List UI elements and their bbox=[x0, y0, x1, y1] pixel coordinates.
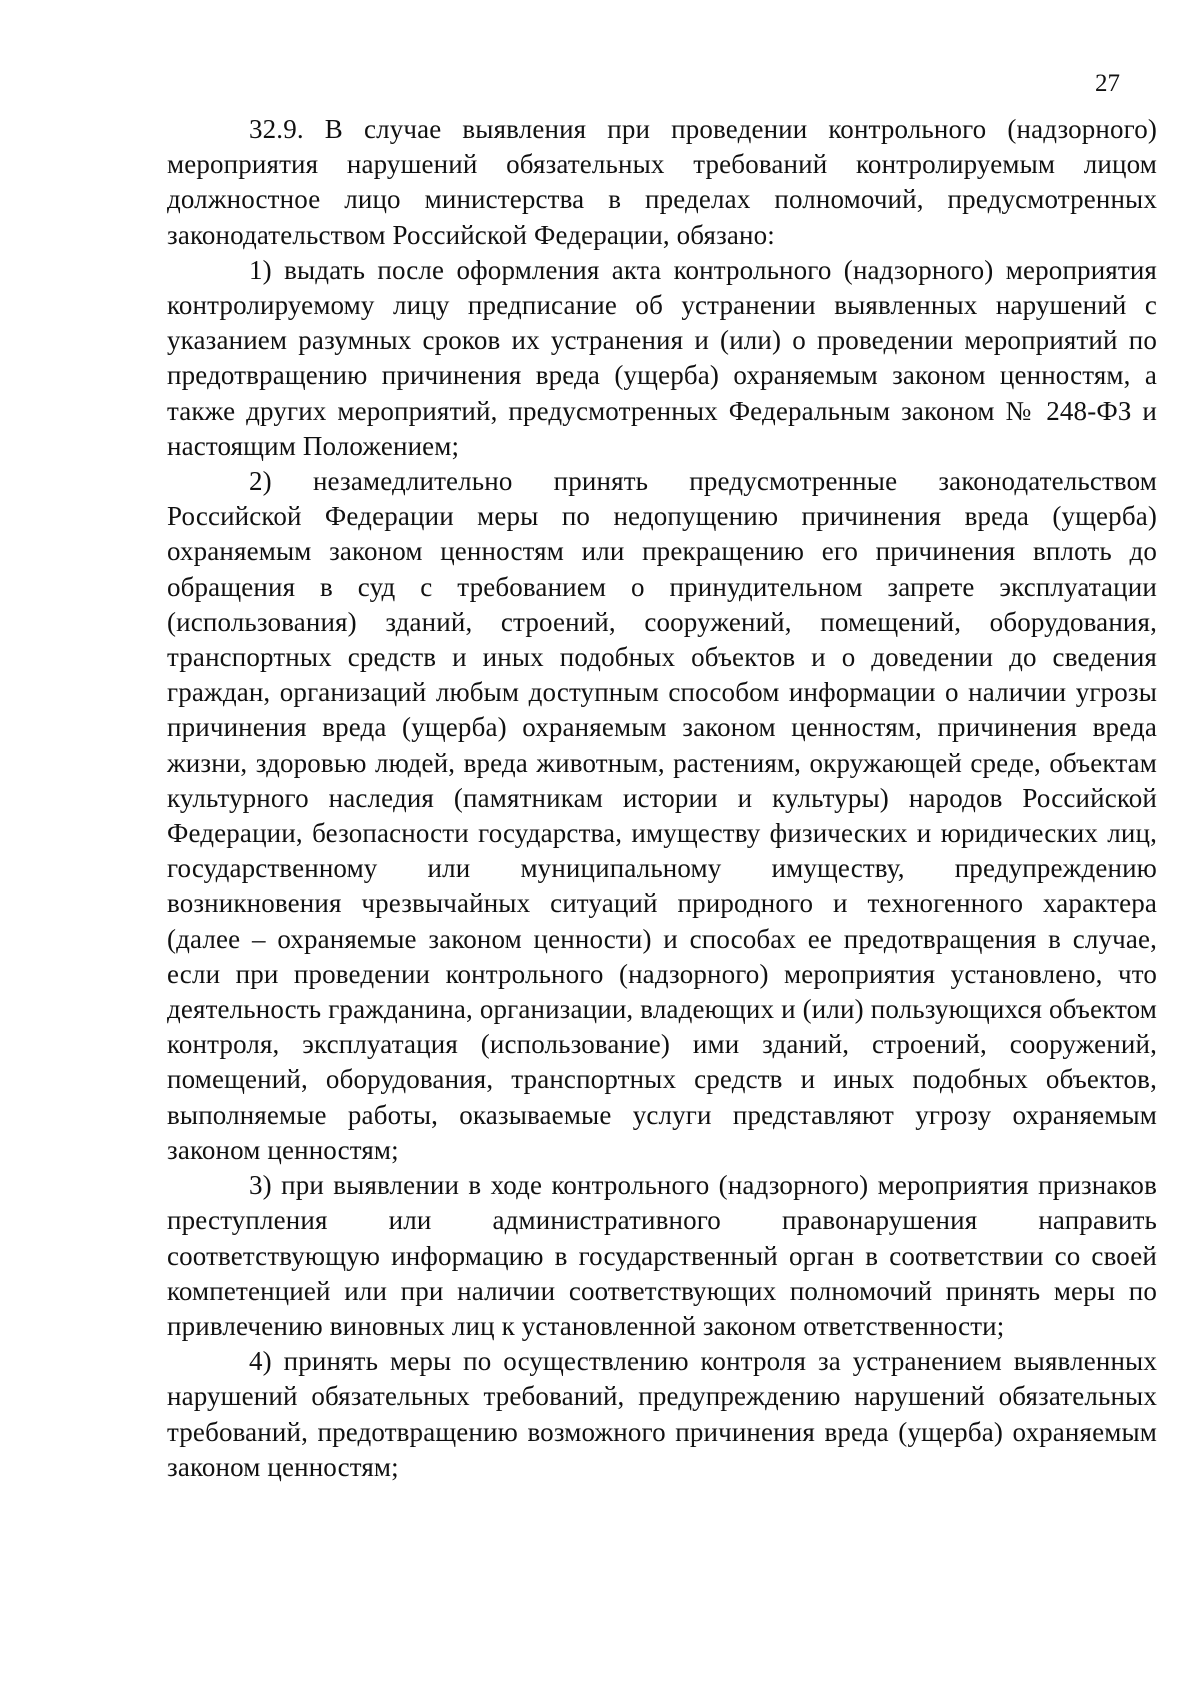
clause-item-2: 2) незамедлительно принять предусмотренные законодательством Российской Федерации меры по недопущению причинения вреда (ущерба) охраняемым законом ценностям или прекращению его причинения вплоть до обращения в суд с требованием о принудительном запрете эксплуатации (использования) зданий, строений, сооружений, помещений, оборудования, транспортных средств и иных подобных объектов и о доведении до сведения граждан, организаций любым доступным способом информации о наличии угрозы причинения вреда (ущерба) охраняемым законом ценностям, причинения вреда жизни, здоровью людей, вреда животным, растениям, окружающей среде, объектам культурного наследия (памятникам истории и культуры) народов Российской Федерации, безопасности государства, имуществу физических и юридических лиц, государственному или муниципальному имуществу, предупреждению возникновения чрезвычайных ситуаций природного и техногенного характера (далее – охраняемые законом ценности) и способах ее предотвращения в случае, если при проведении контрольного (надзорного) мероприятия установлено, что деятельность гражданина, организации, владеющих и (или) пользующихся объектом контроля, эксплуатация (использование) ими зданий, строений, сооружений, помещений, оборудования, транспортных средств и иных подобных объектов, выполняемые работы, оказываемые услуги представляют угрозу охраняемым законом ценностям; bbox=[167, 466, 1157, 1165]
page-number: 27 bbox=[1095, 70, 1120, 97]
clause-item-1: 1) выдать после оформления акта контрольного (надзорного) мероприятия контролируемому лицу предписание об устранении выявленных нарушений с указанием разумных сроков их устранения и (или) о проведении мероприятий по предотвращению причинения вреда (ущерба) охраняемым законом ценностям, а также других мероприятий, предусмотренных Федеральным законом № 248-ФЗ и настоящим Положением; bbox=[167, 254, 1157, 461]
clause-32-9-intro: 32.9. В случае выявления при проведении контрольного (надзорного) мероприятия нарушений обязательных требований контролируемым лицом должностное лицо министерства в пределах полномочий, предусмотренных законодательством Российской Федерации, обязано: bbox=[167, 114, 1157, 250]
clause-item-3: 3) при выявлении в ходе контрольного (надзорного) мероприятия признаков преступления или административного правонарушения направить соответствующую информацию в государственный орган в соответствии со своей компетенцией или при наличии соответствующих полномочий принять меры по привлечению виновных лиц к установленной законом ответственности; bbox=[167, 1170, 1157, 1341]
document-body bbox=[167, 112, 1157, 1485]
clause-item-4: 4) принять меры по осуществлению контроля за устранением выявленных нарушений обязательных требований, предупреждению нарушений обязательных требований, предотвращению возможного причинения вреда (ущерба) охраняемым законом ценностям; bbox=[167, 1346, 1157, 1482]
